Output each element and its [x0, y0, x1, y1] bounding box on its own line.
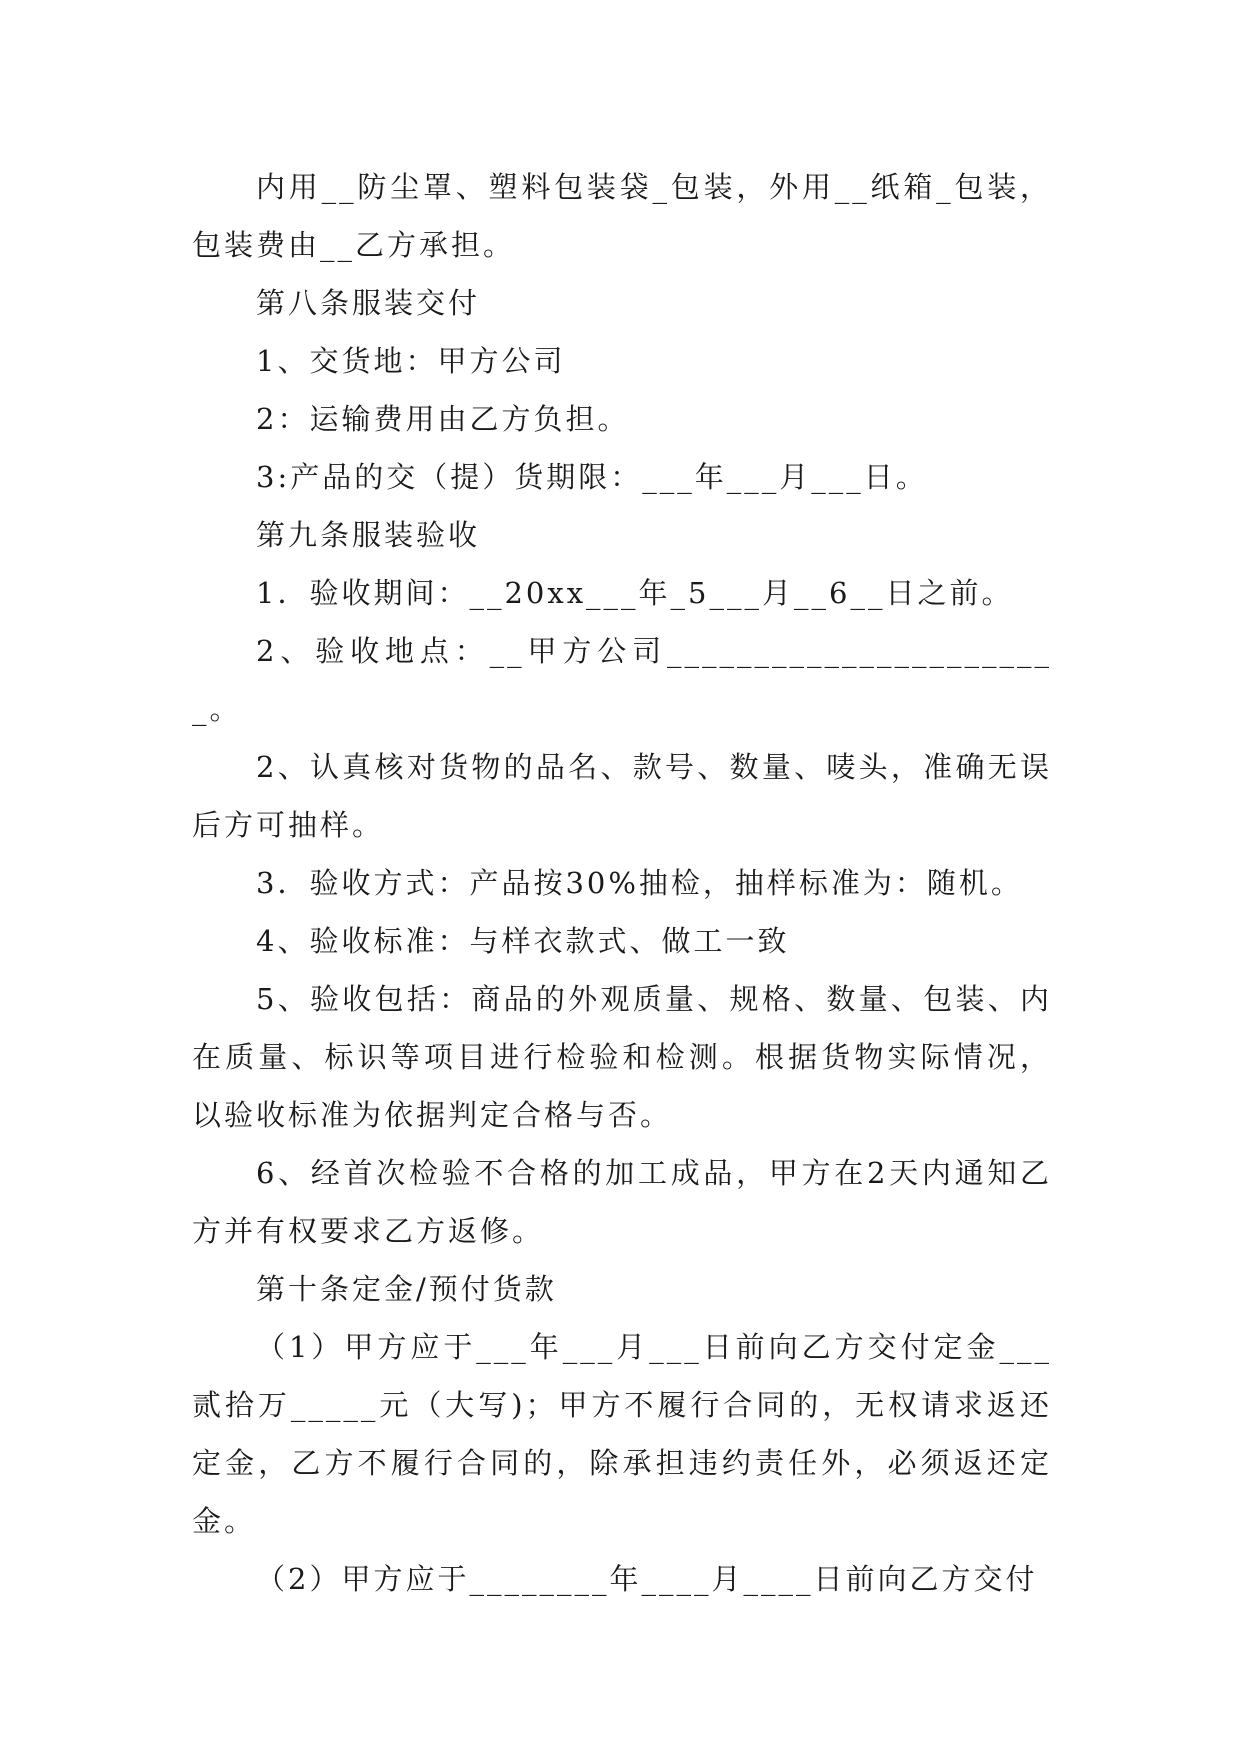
article-10-heading: 第十条定金/预付货款: [256, 1272, 557, 1306]
inspection-standard: 4、验收标准：与样衣款式、做工一致: [256, 924, 790, 958]
inspection-period: 1．验收期间：__20xx___年_5___月__6__日之前。: [256, 576, 1014, 610]
transport-cost: 2：运输费用由乙方负担。: [256, 402, 630, 436]
article-8-heading: 第八条服装交付: [256, 286, 481, 320]
document-body: [192, 158, 1052, 1608]
article-9-heading: 第九条服装验收: [256, 518, 481, 552]
deposit-clause-1: （1）甲方应于___年___月___日前向乙方交付定金___贰拾万_____元（大写)；甲方不履行合同的，无权请求返还定金，乙方不履行合同的，除承担违约责任外，必须返还定金。: [192, 1330, 1052, 1538]
delivery-location: 1、交货地：甲方公司: [256, 344, 566, 378]
deposit-clause-2: （2）甲方应于________年____月____日前向乙方交付: [256, 1562, 1038, 1596]
inspection-verification: 2、认真核对货物的品名、款号、数量、唛头，准确无误后方可抽样。: [192, 750, 1052, 842]
inspection-method: 3．验收方式：产品按30%抽检，抽样标准为：随机。: [256, 866, 1023, 900]
inspection-scope: 5、验收包括：商品的外观质量、规格、数量、包装、内在质量、标识等项目进行检验和检测。根据货物实际情况，以验收标准为依据判定合格与否。: [192, 982, 1052, 1132]
packaging-clause: 内用__防尘罩、塑料包装袋_包装，外用__纸箱_包装，包装费由__乙方承担。: [192, 170, 1052, 262]
rework-clause: 6、经首次检验不合格的加工成品，甲方在2天内通知乙方并有权要求乙方返修。: [192, 1156, 1052, 1248]
delivery-deadline: 3:产品的交（提）货期限：___年___月___日。: [256, 460, 928, 494]
inspection-location: 2、验收地点：__甲方公司_______________________。: [192, 634, 1052, 726]
